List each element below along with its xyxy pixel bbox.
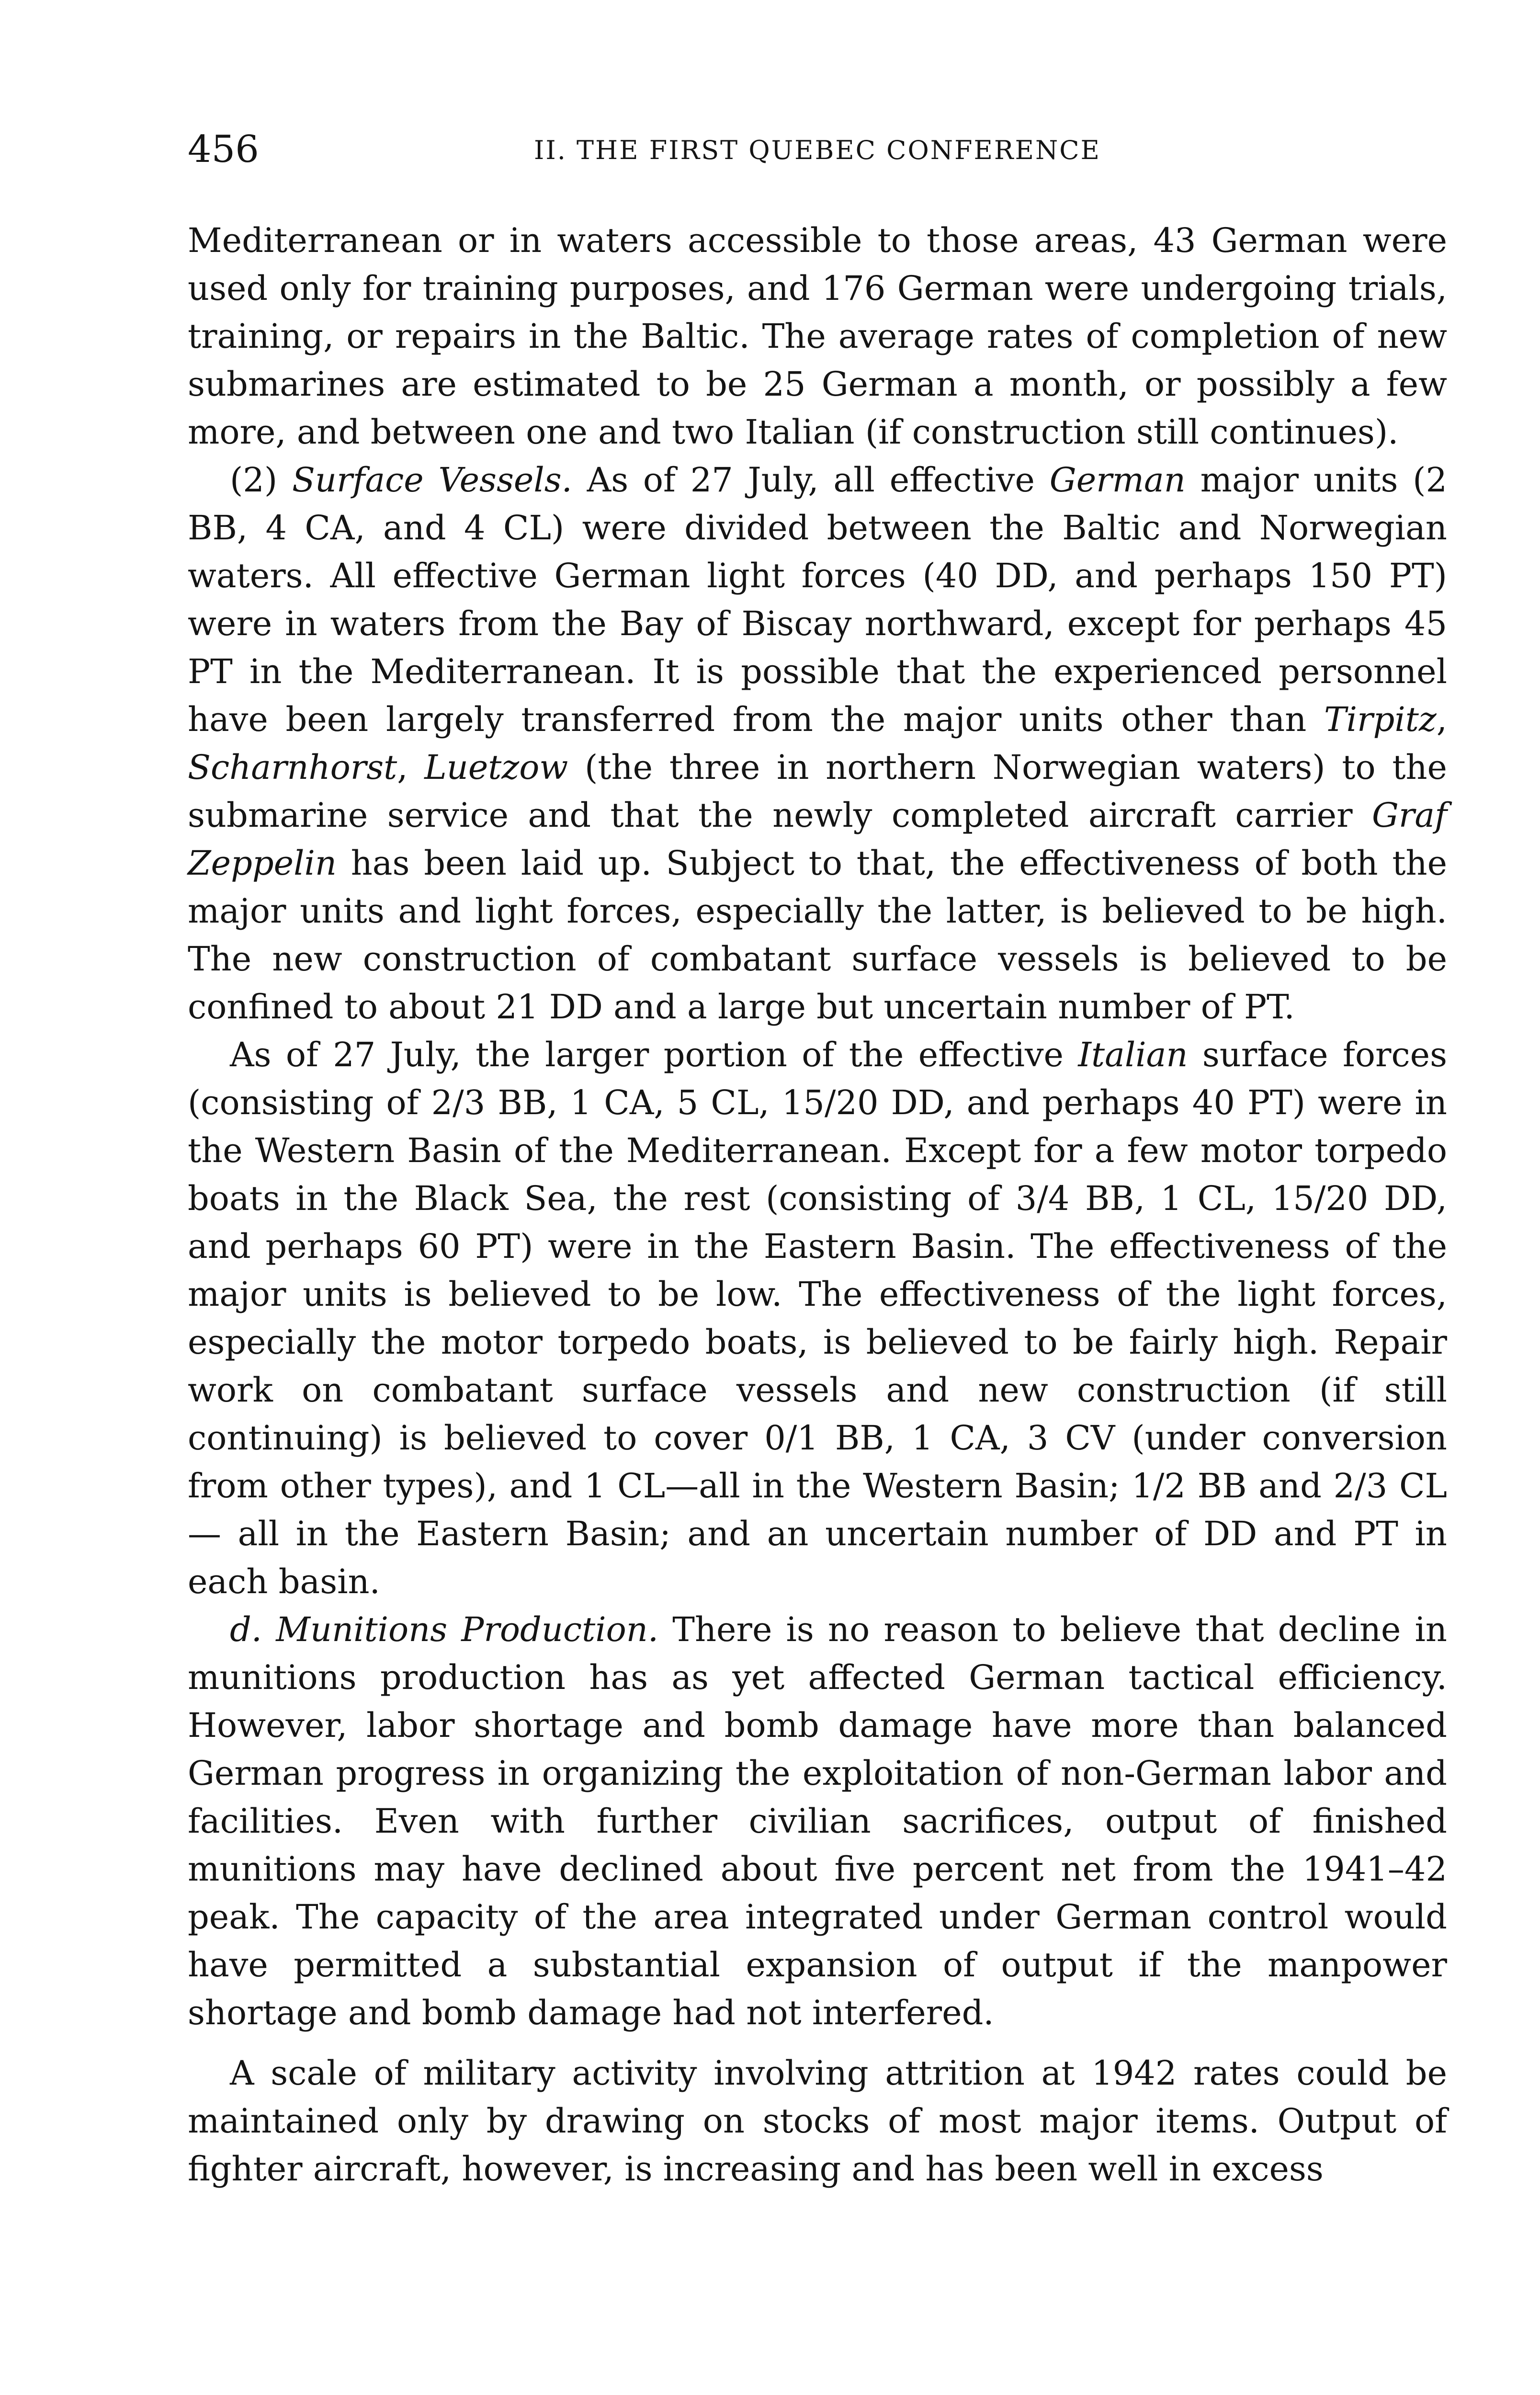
item-number: (2) [230, 460, 292, 500]
section-heading-surface-vessels: Surface Vessels. [292, 460, 572, 500]
paragraph-military-activity: A scale of military activity involving attrition at 1942 rates could be maintained only by drawing on stocks of most major items. Output of fighter aircraft, however, is increasing and has been well in excess [188, 2053, 1447, 2189]
section-heading-munitions-production: d. Munitions Production. [230, 1610, 659, 1649]
paragraph-munitions-production: d. Munitions Production. There is no reason to believe that decline in munitions production has as yet affected German tactical efficiency. However, labor shortage and bomb damage have more than balanced German progress in organizing the exploitation of non-German labor and facilities. Even with further civilian sacrifices, output of finished munitions may have declined about five percent net from the 1941–42 peak. The capacity of the area integrated under German control would have permitted a substantial expansion of output if the manpower shortage and bomb damage had not interfered. [188, 1610, 1447, 2032]
running-head: II. THE FIRST QUEBEC CONFERENCE [534, 135, 1101, 165]
ship-name-scharnhorst: Scharnhorst [188, 748, 397, 787]
emphasis-italian: Italian [1078, 1035, 1188, 1074]
ship-name-tirpitz: Tirpitz [1324, 700, 1437, 739]
paragraph-italian-forces: As of 27 July, the larger portion of the effective Italian surface forces (consisting of 2/3 BB, 1 CA, 5 CL, 15/20 DD, and perhaps 40 PT) were in the Western Basin of the Mediterranean. Except for a few motor torpedo boats in the Black Sea, the rest (consisting of 3/4 BB, 1 CL, 15/20 DD, and perhaps 60 PT) were in the Eastern Basin. The effectiveness of the major units is believed to be low. The effectiveness of the light forces, especially the motor torpedo boats, is believed to be fairly high. Repair work on combatant surface vessels and new construction (if still continuing) is believed to cover 0/1 BB, 1 CA, 3 CV (under conversion from other types), and 1 CL—all in the Western Basin; 1/2 BB and 2/3 CL— all in the Eastern Basin; and an uncertain number of DD and PT in each basin. [188, 1035, 1448, 1601]
body-text [188, 217, 1447, 2193]
ship-name-graf-zeppelin: Graf Zeppelin [188, 796, 1447, 883]
paragraph-surface-vessels: (2) Surface Vessels. As of 27 July, all effective German major units (2 BB, 4 CA, and 4 CL) were divided between the Baltic and Norwegian waters. All effective German light forces (40 DD, and perhaps 150 PT) were in waters from the Bay of Biscay northward, except for perhaps 45 PT in the Mediterranean. It is possible that the experienced personnel have been largely transferred from the major units other than Tirpitz, Scharnhorst, Luetzow (the three in northern Norwegian waters) to the submarine service and that the newly completed aircraft carrier Graf Zeppelin has been laid up. Subject to that, the effectiveness of both the major units and light forces, especially the latter, is believed to be high. The new construction of combatant surface vessels is believed to be confined to about 21 DD and a large but uncertain number of PT. [188, 460, 1447, 1026]
page-header [188, 125, 1447, 178]
page-number: 456 [188, 128, 259, 171]
emphasis-german: German [1049, 460, 1186, 500]
ship-name-luetzow: Luetzow [424, 748, 568, 787]
paragraph-submarines-continued: Mediterranean or in waters accessible to those areas, 43 German were used only for training purposes, and 176 German were undergoing trials, training, or repairs in the Baltic. The average rates of completion of new submarines are estimated to be 25 German a month, or possibly a few more, and between one and two Italian (if construction still continues). [188, 221, 1447, 452]
